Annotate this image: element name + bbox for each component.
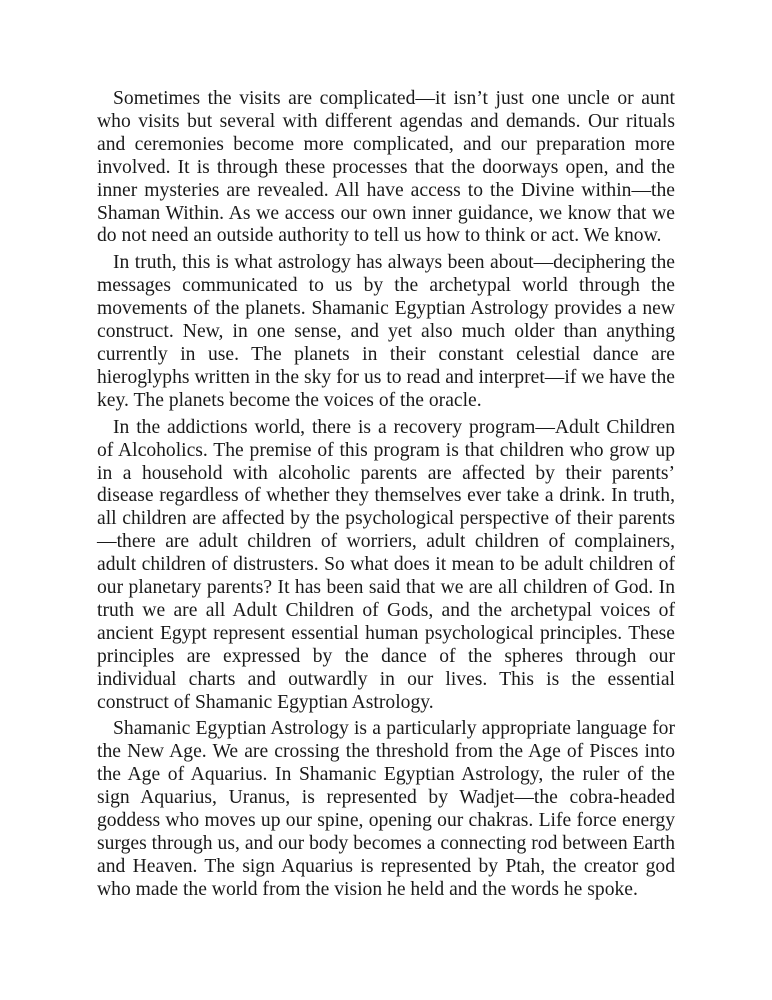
paragraph-visits: Sometimes the visits are complicated—it isn’t just one uncle or aunt who visits but several with different agendas and demands. Our rituals and ceremonies become more complicated, and our preparation more involved. It is through these processes that the doorways open, and the inner mysteries are revealed. All have access to the Divine within—the Shaman Within. As we access our own inner guidance, we know that we do not need an outside authority to tell us how to think or act. We know. [97,88,675,247]
paragraph-addictions-world: In the addictions world, there is a recovery program—Adult Children of Alcoholics. The premise of this program is that children who grow up in a household with alcoholic parents are affected by their parents’ disease regardless of whether they themselves ever take a drink. In truth, all children are affected by the psychological perspective of their parents—there are adult children of worriers, adult children of complainers, adult children of distrusters. So what does it mean to be adult children of our planetary parents? It has been said that we are all children of God. In truth we are all Adult Children of Gods, and the archetypal voices of ancient Egypt represent essential human psychological principles. These principles are expressed by the dance of the spheres through our individual charts and outwardly in our lives. This is the essential construct of Shamanic Egyptian Astrology. [97,416,675,713]
paragraph-astrology-truth: In truth, this is what astrology has always been about—deciphering the messages communicated to us by the archetypal world through the movements of the planets. Shamanic Egyptian Astrology provides a new construct. New, in one sense, and yet also much older than anything currently in use. The planets in their constant celestial dance are hieroglyphs written in the sky for us to read and interpret—if we have the key. The planets become the voices of the oracle. [97,252,675,411]
paragraph-new-age: Shamanic Egyptian Astrology is a particularly appropriate language for the New Age. We are crossing the threshold from the Age of Pisces into the Age of Aquarius. In Shamanic Egyptian Astrology, the ruler of the sign Aquarius, Uranus, is represented by Wadjet—the cobra-headed goddess who moves up our spine, opening our chakras. Life force energy surges through us, and our body becomes a connecting rod between Earth and Heaven. The sign Aquarius is represented by Ptah, the creator god who made the world from the vision he held and the words he spoke. [97,718,675,900]
page-body [97,88,675,906]
